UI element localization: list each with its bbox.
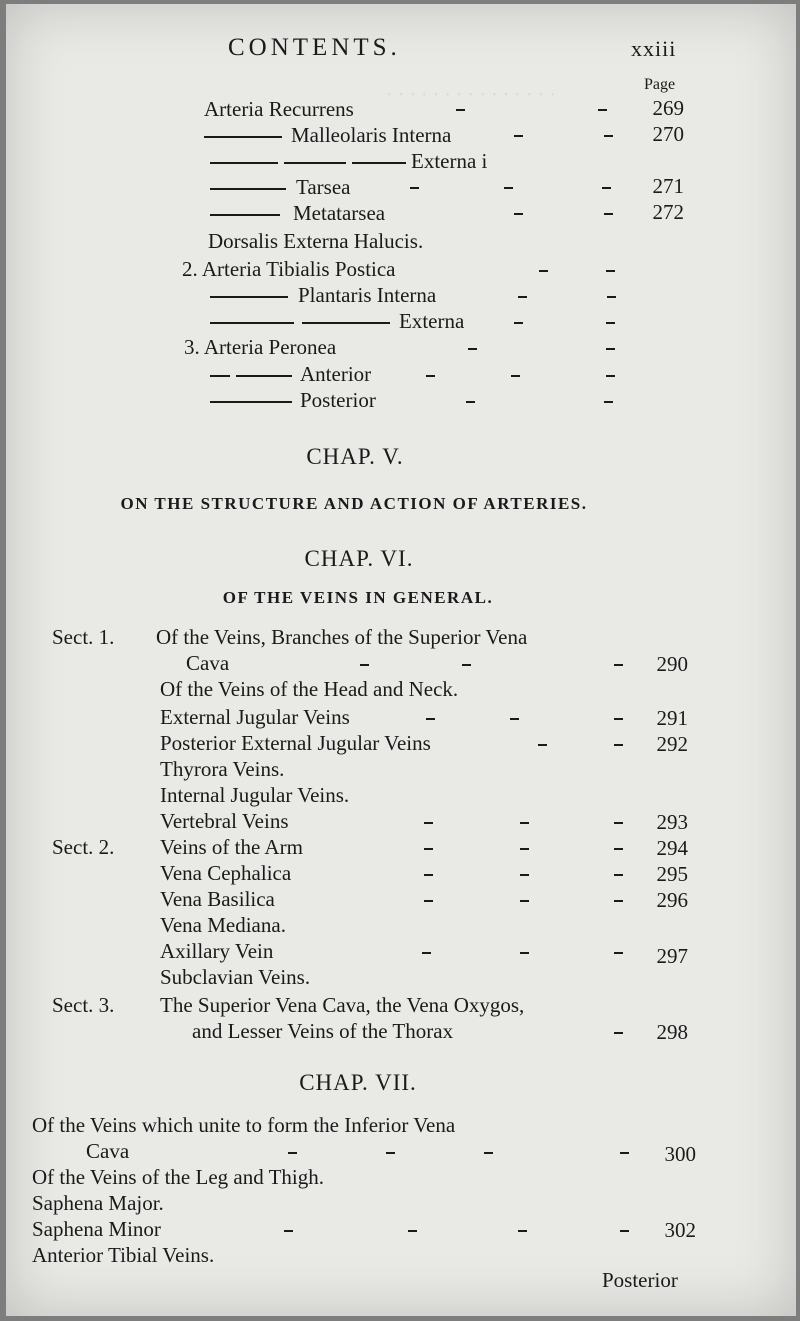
chapter-subtitle: ON THE STRUCTURE AND ACTION OF ARTERIES.: [120, 494, 588, 513]
leader-dash: [518, 296, 527, 298]
leader-dash: [604, 401, 613, 403]
leader-dash: [606, 270, 615, 272]
leader-dash: [520, 848, 529, 850]
leader-dash: [606, 375, 615, 377]
leader-dash: [604, 213, 613, 215]
toc-entry-page: 297: [656, 944, 688, 968]
toc-entry-text: Tarsea: [296, 175, 351, 199]
leader-dash: [484, 1152, 493, 1154]
toc-entry-page: 294: [656, 836, 688, 860]
toc-entry-text: Arteria Recurrens: [204, 97, 354, 121]
ditto-rule: [210, 375, 230, 377]
toc-entry-page: 272: [652, 200, 684, 224]
section-label: Sect. 2.: [52, 835, 115, 859]
bleed-through: · · · · · · · · · · · · · · ·: [386, 84, 556, 106]
leader-dash: [468, 348, 477, 350]
toc-entry-text: Cava: [86, 1139, 130, 1163]
toc-entry-page: 290: [656, 652, 688, 676]
leader-dash: [614, 1032, 623, 1034]
leader-dash: [514, 213, 523, 215]
leader-dash: [520, 900, 529, 902]
leader-dash: [539, 270, 548, 272]
toc-entry-page: 291: [656, 706, 688, 730]
toc-entry-page: 293: [656, 810, 688, 834]
ditto-rule: [210, 162, 278, 164]
leader-dash: [514, 322, 523, 324]
toc-entry-text: Anterior: [300, 362, 372, 386]
page-column-label: Page: [644, 76, 676, 93]
toc-entry-page: 296: [656, 888, 688, 912]
leader-dash: [598, 109, 607, 111]
toc-entry-text: Plantaris Interna: [298, 283, 437, 307]
leader-dash: [424, 900, 433, 902]
leader-dash: [514, 135, 523, 137]
ditto-rule: [204, 136, 282, 138]
toc-entry-text: Cava: [186, 651, 230, 675]
chapter-heading: CHAP. VI.: [304, 546, 414, 571]
leader-dash: [607, 296, 616, 298]
ditto-rule: [210, 214, 280, 216]
leader-dash: [614, 952, 623, 954]
toc-entry-text: Posterior External Jugular Veins: [160, 731, 431, 755]
toc-entry-text: Subclavian Veins.: [160, 965, 311, 989]
leader-dash: [408, 1230, 417, 1232]
toc-entry-text: Metatarsea: [293, 201, 386, 225]
leader-dash: [620, 1152, 629, 1154]
toc-entry-page: 270: [652, 122, 684, 146]
toc-entry-page: 295: [656, 862, 688, 886]
toc-entry-text: Thyrora Veins.: [160, 757, 285, 781]
leader-dash: [422, 952, 431, 954]
book-page: [6, 4, 796, 1316]
toc-entry-text: Saphena Minor: [32, 1217, 161, 1241]
leader-dash: [466, 401, 475, 403]
catchword: Posterior: [602, 1268, 678, 1292]
toc-entry-text: Of the Veins of the Head and Neck.: [160, 677, 459, 701]
ditto-rule: [210, 401, 292, 403]
leader-dash: [520, 822, 529, 824]
toc-entry-text: Dorsalis Externa Halucis.: [208, 229, 424, 253]
ditto-rule: [210, 322, 294, 324]
toc-entry-text: Of the Veins which unite to form the Inferior Vena: [32, 1113, 456, 1137]
leader-dash: [538, 744, 547, 746]
toc-entry-page: 302: [664, 1218, 696, 1242]
chapter-heading: CHAP. VII.: [299, 1070, 417, 1095]
toc-entry-text: Vena Cephalica: [160, 861, 292, 885]
page-number: xxiii: [631, 36, 677, 61]
toc-entry-text: Vertebral Veins: [160, 809, 289, 833]
toc-entry-page: 300: [664, 1142, 696, 1166]
leader-dash: [510, 718, 519, 720]
toc-entry-text: Posterior: [300, 388, 376, 412]
leader-dash: [614, 848, 623, 850]
leader-dash: [456, 109, 465, 111]
leader-dash: [426, 375, 435, 377]
ditto-rule: [302, 322, 390, 324]
ditto-rule: [236, 375, 292, 377]
toc-entry-text: Vena Mediana.: [160, 913, 286, 937]
toc-entry-text: Externa: [399, 309, 465, 333]
chapter-subtitle: OF THE VEINS IN GENERAL.: [222, 588, 494, 607]
toc-entry-page: 271: [652, 174, 684, 198]
leader-dash: [602, 187, 611, 189]
toc-entry-text: Vena Basilica: [160, 887, 275, 911]
leader-dash: [614, 822, 623, 824]
toc-entry-text: and Lesser Veins of the Thorax: [192, 1019, 454, 1043]
chapter-heading: CHAP. V.: [306, 444, 404, 469]
leader-dash: [426, 718, 435, 720]
leader-dash: [606, 348, 615, 350]
leader-dash: [462, 664, 471, 666]
toc-entry-text: Axillary Vein: [160, 939, 274, 963]
toc-entry-text: The Superior Vena Cava, the Vena Oxygos,: [160, 993, 525, 1017]
toc-entry-text: Of the Veins, Branches of the Superior Vena: [156, 625, 528, 649]
leader-dash: [614, 664, 623, 666]
toc-entry-text: Internal Jugular Veins.: [160, 783, 350, 807]
leader-dash: [614, 718, 623, 720]
leader-dash: [620, 1230, 629, 1232]
leader-dash: [360, 664, 369, 666]
leader-dash: [288, 1152, 297, 1154]
ditto-rule: [352, 162, 406, 164]
ditto-rule: [210, 296, 288, 298]
leader-dash: [614, 900, 623, 902]
leader-dash: [520, 952, 529, 954]
toc-entry-text: Malleolaris Interna: [291, 123, 452, 147]
leader-dash: [614, 744, 623, 746]
toc-entry-text: Of the Veins of the Leg and Thigh.: [32, 1165, 325, 1189]
section-label: Sect. 3.: [52, 993, 115, 1017]
toc-entry-text: Veins of the Arm: [160, 835, 303, 859]
section-label: Sect. 1.: [52, 625, 115, 649]
running-title: CONTENTS.: [228, 34, 401, 61]
ditto-rule: [284, 162, 346, 164]
leader-dash: [520, 874, 529, 876]
leader-dash: [511, 375, 520, 377]
leader-dash: [424, 874, 433, 876]
toc-entry-text: 2. Arteria Tibialis Postica: [182, 257, 396, 281]
toc-entry-page: 269: [652, 96, 684, 120]
leader-dash: [410, 187, 419, 189]
toc-entry-text: Externa i: [411, 149, 488, 173]
toc-entry-text: Saphena Major.: [32, 1191, 164, 1215]
leader-dash: [604, 135, 613, 137]
leader-dash: [606, 322, 615, 324]
leader-dash: [518, 1230, 527, 1232]
leader-dash: [424, 848, 433, 850]
toc-entry-page: 292: [656, 732, 688, 756]
leader-dash: [504, 187, 513, 189]
leader-dash: [614, 874, 623, 876]
toc-entry-text: Anterior Tibial Veins.: [32, 1243, 215, 1267]
ditto-rule: [210, 188, 286, 190]
leader-dash: [284, 1230, 293, 1232]
leader-dash: [424, 822, 433, 824]
leader-dash: [386, 1152, 395, 1154]
toc-entry-text: 3. Arteria Peronea: [184, 335, 337, 359]
toc-entry-page: 298: [656, 1020, 688, 1044]
toc-entry-text: External Jugular Veins: [160, 705, 350, 729]
